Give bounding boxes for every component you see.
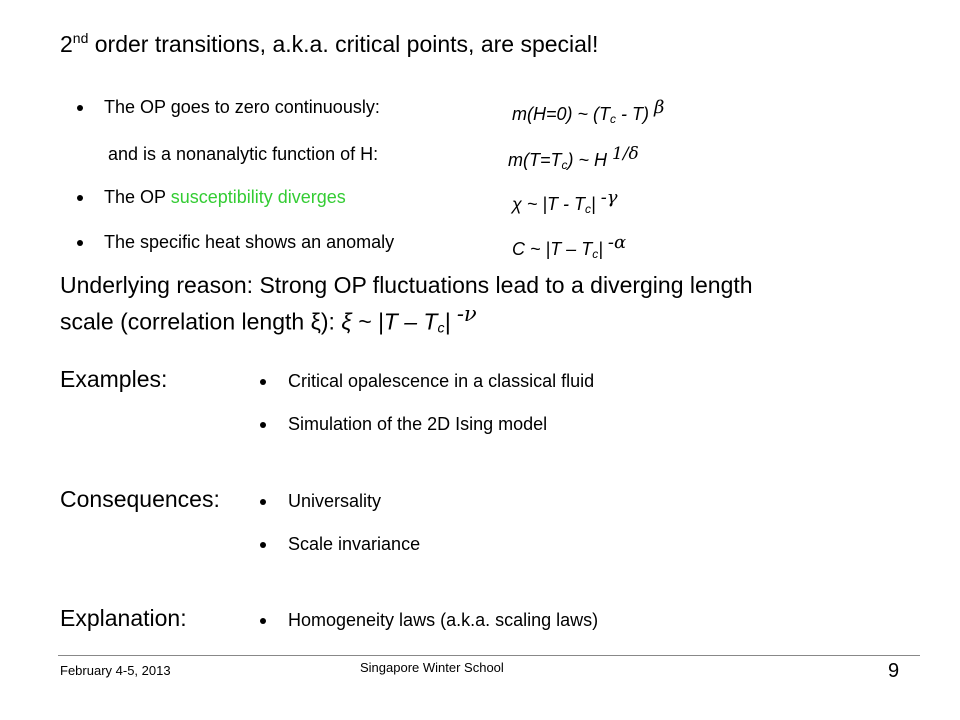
formula-part: |: [444, 308, 457, 335]
bullet-text: The OP goes to zero continuously:: [104, 97, 380, 117]
bullet-dot: [260, 422, 266, 428]
footer-date: February 4-5, 2013: [60, 663, 171, 678]
footer-event: Singapore Winter School: [360, 660, 504, 675]
reason-line-1: [60, 272, 753, 299]
formula-exponent: -ν: [456, 302, 477, 326]
slide-title: [60, 30, 598, 58]
formula-m-h0: [512, 97, 664, 126]
formula-part: |: [591, 194, 601, 214]
formula-chi: [512, 187, 618, 216]
title-lead: 2: [60, 31, 73, 57]
formula-subscript: c: [585, 202, 592, 216]
formula-exponent: 1/δ: [612, 144, 639, 164]
title-rest: order transitions, a.k.a. critical points, are special!: [88, 31, 599, 57]
formula-subscript: c: [592, 247, 599, 261]
formula-subscript: c: [437, 319, 445, 336]
footer-divider: [58, 655, 920, 656]
reason-line-2: [60, 302, 477, 336]
formula-exponent: -α: [607, 232, 627, 253]
list-item: Critical opalescence in a classical fluid: [288, 371, 595, 391]
bullet-dot: [77, 105, 83, 111]
formula-m-tc: [508, 144, 639, 172]
bullet-specific-heat: [104, 232, 394, 253]
bullet-dot: [77, 195, 83, 201]
formula-part: ξ ~ |T – T: [341, 308, 438, 335]
bullet-dot: [260, 618, 266, 624]
bullet-text: The specific heat shows an anomaly: [104, 232, 395, 252]
list-item: Homogeneity laws (a.k.a. scaling laws): [288, 610, 599, 630]
bullet-dot: [77, 240, 83, 246]
formula-part: C ~ |T – T: [512, 239, 593, 259]
formula-subscript: c: [610, 112, 617, 126]
bullet-op-continuous: [104, 97, 380, 118]
formula-subscript: c: [561, 158, 568, 172]
formula-part: ) ~ H: [567, 150, 613, 170]
page-number: 9: [888, 660, 900, 682]
formula-part: ~ |T - T: [521, 194, 586, 214]
list-item: Simulation of the 2D Ising model: [288, 414, 548, 434]
bullet-text: and is a nonanalytic function of H:: [108, 144, 379, 164]
formula-exponent: -γ: [600, 187, 618, 208]
section-label-examples: Examples:: [60, 366, 168, 392]
highlight-text: susceptibility diverges: [170, 187, 346, 207]
formula-c: [512, 232, 626, 261]
formula-part: m(T=T: [508, 150, 562, 170]
section-label-consequences: Consequences:: [60, 486, 220, 512]
formula-part: χ: [512, 194, 522, 214]
list-item: Scale invariance: [288, 534, 421, 554]
formula-part: |: [598, 239, 608, 259]
bullet-text: The OP: [104, 187, 171, 207]
bullet-susceptibility: [104, 187, 346, 208]
section-label-explanation: Explanation:: [60, 605, 187, 631]
bullet-dot: [260, 379, 266, 385]
formula-part: - T): [616, 104, 655, 124]
paragraph-text: scale (correlation length ξ):: [60, 308, 342, 335]
formula-part: m(H=0) ~ (T: [512, 104, 611, 124]
formula-exponent: β: [654, 97, 665, 118]
bullet-nonanalytic: [108, 144, 378, 165]
title-superscript: nd: [72, 30, 89, 46]
bullet-dot: [260, 542, 266, 548]
list-item: Universality: [288, 491, 382, 511]
bullet-dot: [260, 499, 266, 505]
paragraph-text: Underlying reason: Strong OP fluctuations lead to a diverging length: [60, 272, 753, 298]
